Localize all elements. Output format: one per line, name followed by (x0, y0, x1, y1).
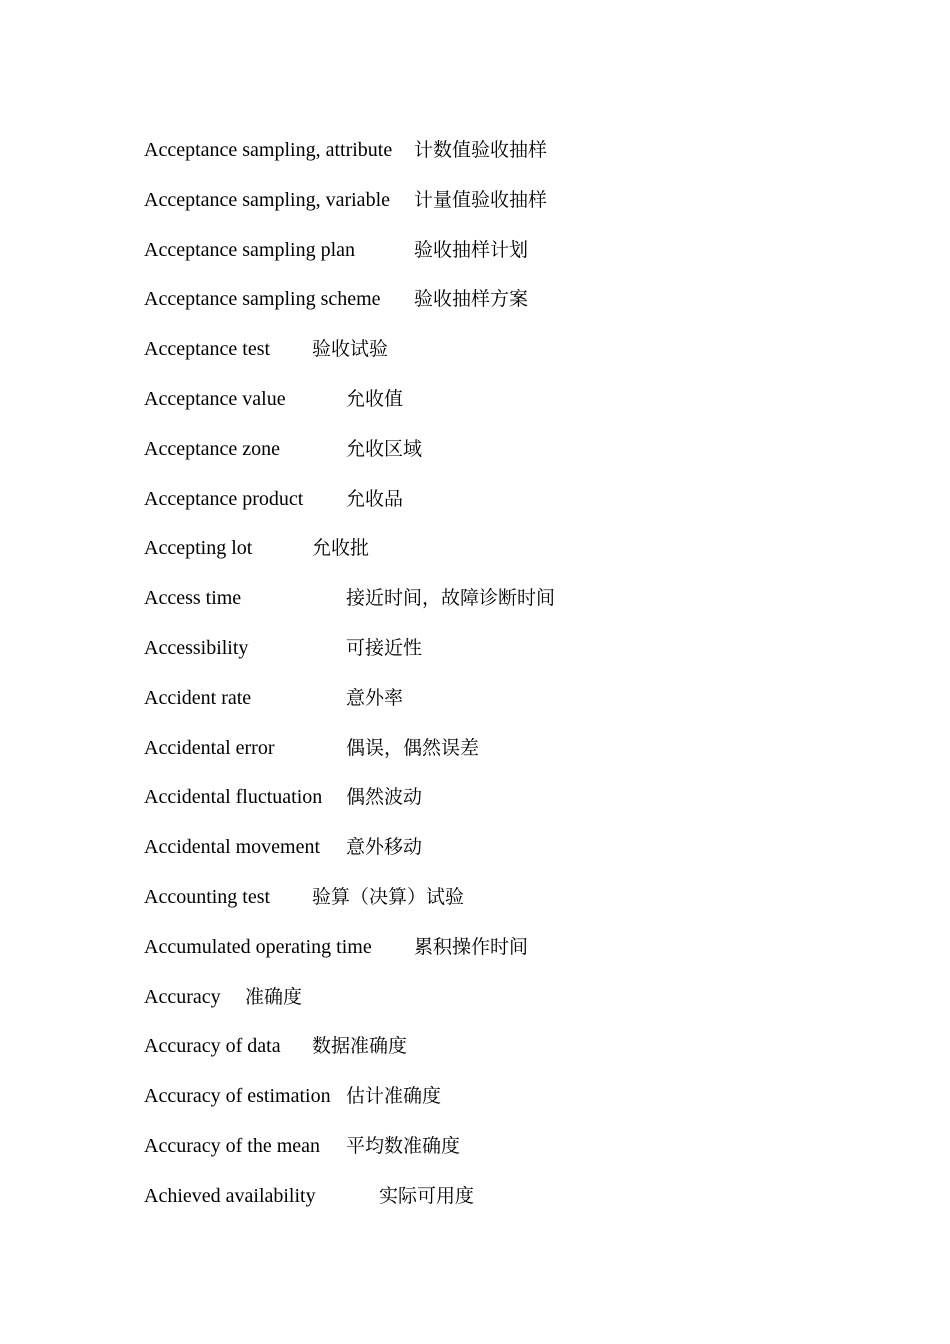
term-english: Accuracy of estimation (144, 1085, 331, 1108)
term-chinese: 允收品 (346, 487, 404, 510)
term-english: Accuracy of data (144, 1035, 281, 1058)
term-english: Accumulated operating time (144, 935, 372, 958)
term-chinese: 验收抽样方案 (414, 288, 529, 311)
term-chinese: 意外移动 (346, 836, 423, 859)
term-chinese: 数据准确度 (312, 1035, 408, 1058)
term-english: Accessibility (144, 636, 249, 659)
term-chinese: 估计准确度 (346, 1085, 442, 1108)
term-chinese: 验算（决算）试验 (312, 885, 465, 908)
term-chinese: 累积操作时间 (414, 935, 529, 958)
term-english: Accidental fluctuation (144, 786, 323, 809)
term-english: Accuracy (144, 985, 221, 1008)
term-chinese: 允收批 (312, 537, 370, 560)
term-chinese: 验收抽样计划 (414, 238, 529, 261)
term-english: Acceptance sampling, attribute (144, 139, 393, 161)
term-english: Acceptance value (144, 387, 286, 410)
term-chinese: 计数值验收抽样 (414, 139, 548, 161)
term-english: Acceptance sampling plan (144, 238, 356, 261)
term-chinese: 验收试验 (312, 338, 389, 361)
term-chinese: 偶然波动 (346, 786, 423, 809)
term-english: Acceptance sampling, variable (144, 188, 390, 211)
term-english: Accounting test (144, 885, 271, 908)
term-chinese: 计量值验收抽样 (414, 188, 548, 211)
term-chinese: 允收值 (346, 387, 404, 410)
term-english: Accuracy of the mean (144, 1134, 321, 1157)
term-chinese: 允收区域 (346, 437, 423, 460)
term-english: Accepting lot (144, 537, 253, 560)
term-english: Achieved availability (144, 1184, 316, 1207)
term-chinese: 接近时间，故障诊断时间 (346, 587, 556, 610)
term-english: Acceptance zone (144, 437, 281, 460)
term-chinese: 可接近性 (346, 636, 423, 659)
term-english: Acceptance sampling scheme (144, 288, 381, 311)
term-chinese: 实际可用度 (379, 1184, 475, 1207)
term-chinese: 平均数准确度 (346, 1134, 461, 1157)
term-chinese: 偶误，偶然误差 (346, 736, 480, 759)
term-english: Acceptance test (144, 338, 271, 361)
term-english: Accidental error (144, 736, 275, 759)
term-chinese: 意外率 (346, 686, 404, 709)
term-english: Access time (144, 587, 242, 610)
term-english: Acceptance product (144, 487, 304, 510)
term-english: Accident rate (144, 686, 252, 709)
term-english: Accidental movement (144, 836, 321, 859)
term-chinese: 准确度 (245, 985, 303, 1008)
